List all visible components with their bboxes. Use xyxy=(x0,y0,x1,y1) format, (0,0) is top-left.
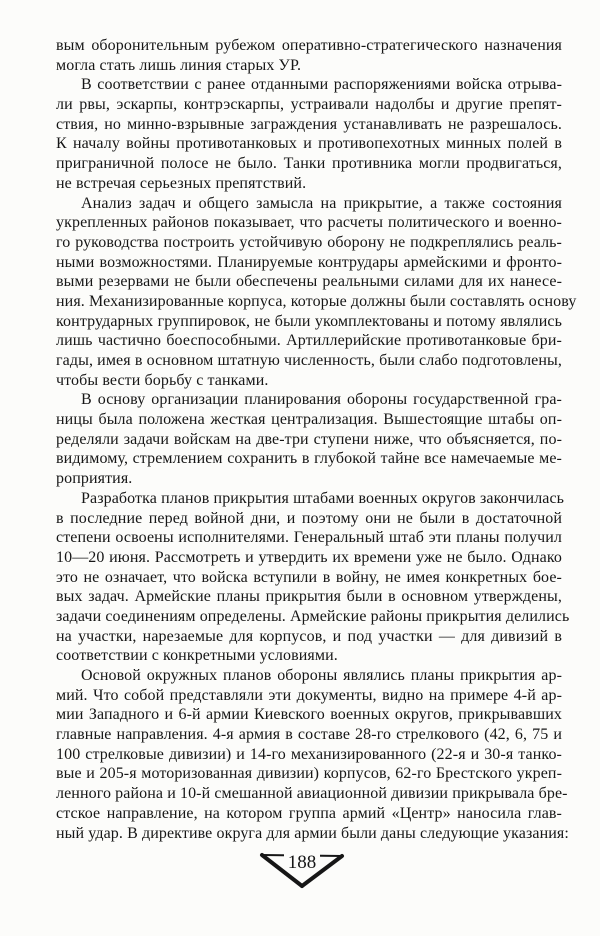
text-line: В основу организации планирования обороны государственной гра- xyxy=(81,391,562,409)
text-line: контрударных группировок, не были укомплектованы и потому являлись xyxy=(56,312,562,330)
text-line: ными возможностями. Планируемые контрудары армейскими и фронто- xyxy=(56,253,562,271)
text-line: мии Западного и 6-й армии Киевского военных округов, прикрывавших xyxy=(56,706,562,724)
text-line: К началу войны противотанковых и противопехотных минных полей в xyxy=(56,135,562,153)
inverted-triangle-ornament xyxy=(256,848,348,890)
text-line: лишь частично боеспособными. Артиллерийские противотанковые бри- xyxy=(56,332,562,350)
text-line: стское направление, на котором группа армий «Центр» наносила глав- xyxy=(56,804,562,822)
text-line: 100 стрелковые дивизии) и 14-го механизированного (22-я и 30-я танко- xyxy=(56,745,562,763)
text-line: Основой окружных планов обороны являлись планы прикрытия ар- xyxy=(81,667,562,684)
text-line: чтобы вести борьбу с танками. xyxy=(56,371,269,389)
text-line: Анализ задач и общего замысла на прикрытие, а также состояния xyxy=(81,194,562,212)
text-line: ленного района и 10-й смешанной авиационной дивизии прикрывала бре- xyxy=(56,785,568,803)
text-line: вых задач. Армейские планы прикрытия были в основном утверждены, xyxy=(56,588,562,606)
text-line: го руководства построить устойчивую оборону не подкреплялись реаль- xyxy=(56,233,562,251)
text-line: вым оборонительным рубежом оперативно-стратегического назначения xyxy=(56,37,562,54)
text-line: мий. Что собой представляли эти документы, видно на примере 4-й ар- xyxy=(56,686,562,704)
text-line: роприятия. xyxy=(56,470,133,488)
text-line: В соответствии с ранее отданными распоряжениями войска отрыва- xyxy=(81,76,562,94)
page-text xyxy=(56,36,577,843)
text-line: на участки, нарезаемые для корпусов, и под участки — для дивизий в xyxy=(56,627,562,645)
text-line: видимому, стремлением сохранить в глубокой тайне все намечаемые ме- xyxy=(56,450,562,468)
text-line: приграничной полосе не было. Танки противника могли продвигаться, xyxy=(56,155,562,173)
text-line: ли рвы, эскарпы, контрэскарпы, устраивали надолбы и другие препят- xyxy=(56,96,562,114)
text-line: степени освоены исполнителями. Генеральный штаб эти планы получил xyxy=(56,529,562,547)
text-line: в последние перед войной дни, и поэтому они не были в достаточной xyxy=(56,509,562,527)
text-line: это не означает, что войска вступили в войну, не имея конкретных бое- xyxy=(56,568,562,586)
text-line: гады, имея в основном штатную численность, были слабо подготовлены, xyxy=(56,352,562,369)
text-line: выми резервами не были обеспечены реальными силами для их нанесе- xyxy=(56,273,562,291)
text-line: 10—20 июня. Рассмотреть и утвердить их времени уже не было. Однако xyxy=(56,548,562,566)
text-line: вые и 205-я моторизованная дивизии) корпусов, 62-го Брестского укреп- xyxy=(56,765,562,783)
text-line: ния. Механизированные корпуса, которые должны были составлять основу xyxy=(56,292,577,310)
text-line: ствия, но минно-взрывные заграждения устанавливать не разрешалось. xyxy=(56,115,562,133)
text-line: соответствии с конкретными условиями. xyxy=(56,647,338,665)
text-line: главные направления. 4-я армия в составе 28-го стрелкового (42, 6, 75 и xyxy=(56,726,562,744)
text-line: задачи соединениям определены. Армейские районы прикрытия делились xyxy=(56,607,570,625)
text-line: ределяли задачи войскам на две-три ступени ниже, что объясняется, по- xyxy=(56,430,562,448)
text-line: не встречая серьезных препятствий. xyxy=(56,174,307,192)
page-number: 188 xyxy=(287,852,317,873)
text-line: укрепленных районов показывает, что расчеты политического и военно- xyxy=(56,214,562,232)
page-number-ornament xyxy=(256,848,348,890)
text-line: могла стать лишь линия старых УР. xyxy=(56,56,302,74)
text-line: ный удар. В директиве округа для армии были даны следующие указания: xyxy=(56,824,569,842)
text-line: Разработка планов прикрытия штабами военных округов закончилась xyxy=(81,489,565,507)
text-line: ницы была положена жесткая централизация. Вышестоящие штабы оп- xyxy=(56,411,562,429)
